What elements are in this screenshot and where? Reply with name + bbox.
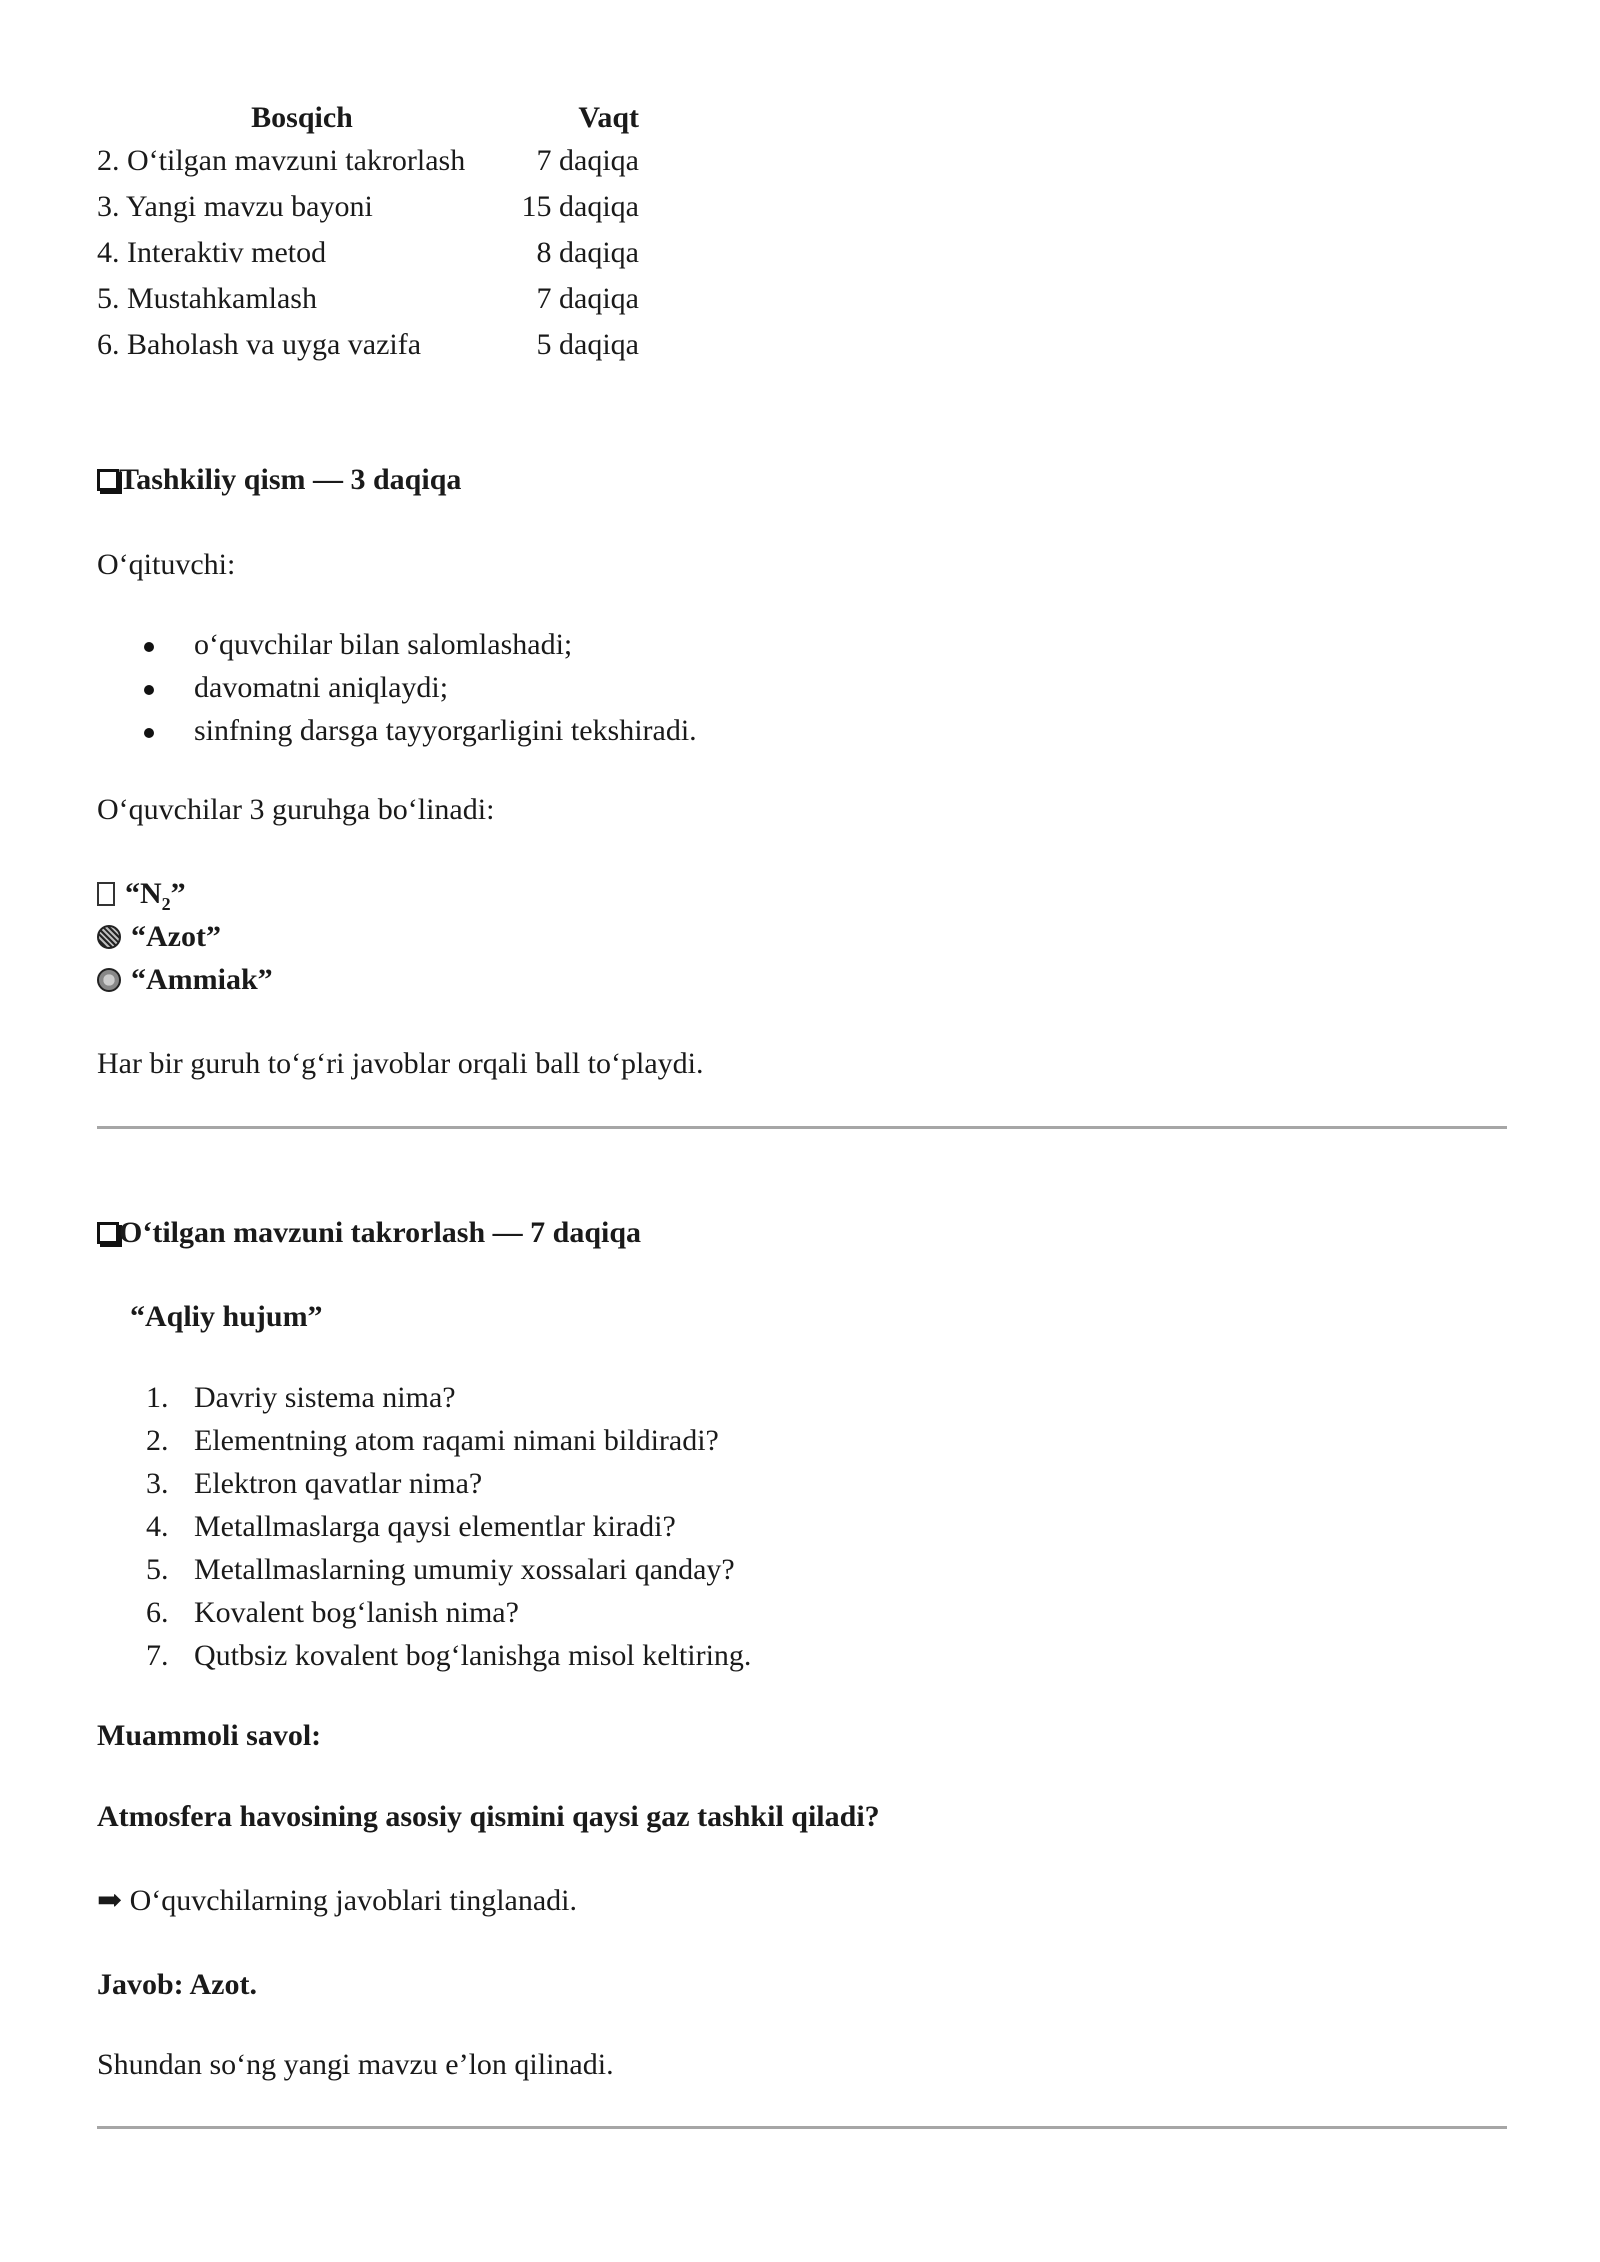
list-item: 6. Kovalent bog‘lanish nima? [146, 1596, 519, 1629]
group-ammiak: “Ammiak” [97, 963, 273, 997]
list-item: 4. Metallmaslarga qaysi elementlar kiradi? [146, 1510, 676, 1543]
list-item: 7. Qutbsiz kovalent bog‘lanishga misol keltiring. [146, 1639, 752, 1672]
bullet-icon [144, 642, 154, 652]
light-circle-icon [97, 968, 121, 992]
teacher-actions-list [97, 628, 697, 757]
method-title: “Aqliy hujum” [130, 1300, 323, 1333]
teacher-label: O‘qituvchi: [97, 548, 236, 581]
list-item: davomatni aniqlaydi; [97, 671, 697, 714]
list-item: 2. Elementning atom raqami nimani bildiradi? [146, 1424, 719, 1457]
table-row [97, 230, 639, 276]
groups-intro: O‘quvchilar 3 guruhga bo‘linadi: [97, 793, 495, 826]
time-cell: 7 daqiqa [536, 144, 639, 177]
table-row [97, 138, 639, 184]
table-row [97, 276, 639, 322]
section2-heading: O‘tilgan mavzuni takrorlash — 7 daqiqa [97, 1216, 641, 1250]
stage-cell: 4. Interaktiv metod [97, 236, 327, 269]
keycap-one-icon [97, 469, 119, 491]
divider [97, 1126, 1507, 1129]
missing-glyph-icon [97, 882, 115, 906]
questions-list [97, 1381, 751, 1682]
section1-heading: Tashkiliy qism — 3 daqiqa [97, 463, 461, 497]
table-header-row [97, 98, 639, 138]
bullet-icon [144, 728, 154, 738]
keycap-two-icon [97, 1222, 119, 1244]
stage-cell: 2. O‘tilgan mavzuni takrorlash [97, 144, 466, 177]
lesson-plan-table [97, 98, 639, 368]
group-n2: “$N_2$” [97, 877, 186, 915]
problem-label: Muammoli savol: [97, 1719, 322, 1752]
divider [97, 2126, 1507, 2129]
dark-circle-icon [97, 925, 121, 949]
group-azot: “Azot” [97, 920, 221, 954]
header-time: Vaqt [578, 101, 639, 134]
list-item: 5. Metallmaslarning umumiy xossalari qanday? [146, 1553, 735, 1586]
bullet-icon [144, 685, 154, 695]
list-item: sinfning darsga tayyorgarligini tekshiradi. [97, 714, 697, 757]
closing-text: Shundan so‘ng yangi mavzu e’lon qilinadi. [97, 2048, 614, 2081]
groups-note: Har bir guruh to‘g‘ri javoblar orqali ball to‘playdi. [97, 1047, 704, 1080]
problem-question: Atmosfera havosining asosiy qismini qaysi gaz tashkil qiladi? [97, 1800, 880, 1833]
stage-cell: 6. Baholash va uyga vazifa [97, 328, 422, 361]
header-stage: Bosqich [251, 101, 353, 134]
time-cell: 15 daqiqa [521, 190, 639, 223]
table-row [97, 322, 639, 368]
time-cell: 5 daqiqa [536, 328, 639, 361]
table-row [97, 184, 639, 230]
list-item: 3. Elektron qavatlar nima? [146, 1467, 483, 1500]
arrow-note: ➡ O‘quvchilarning javoblari tinglanadi. [97, 1884, 578, 1917]
list-item: o‘quvchilar bilan salomlashadi; [97, 628, 697, 671]
stage-cell: 5. Mustahkamlash [97, 282, 317, 315]
time-cell: 7 daqiqa [536, 282, 639, 315]
stage-cell: 3. Yangi mavzu bayoni [97, 190, 373, 223]
list-item: 1. Davriy sistema nima? [146, 1381, 456, 1414]
time-cell: 8 daqiqa [536, 236, 639, 269]
answer: Javob: Azot. [97, 1968, 257, 2001]
